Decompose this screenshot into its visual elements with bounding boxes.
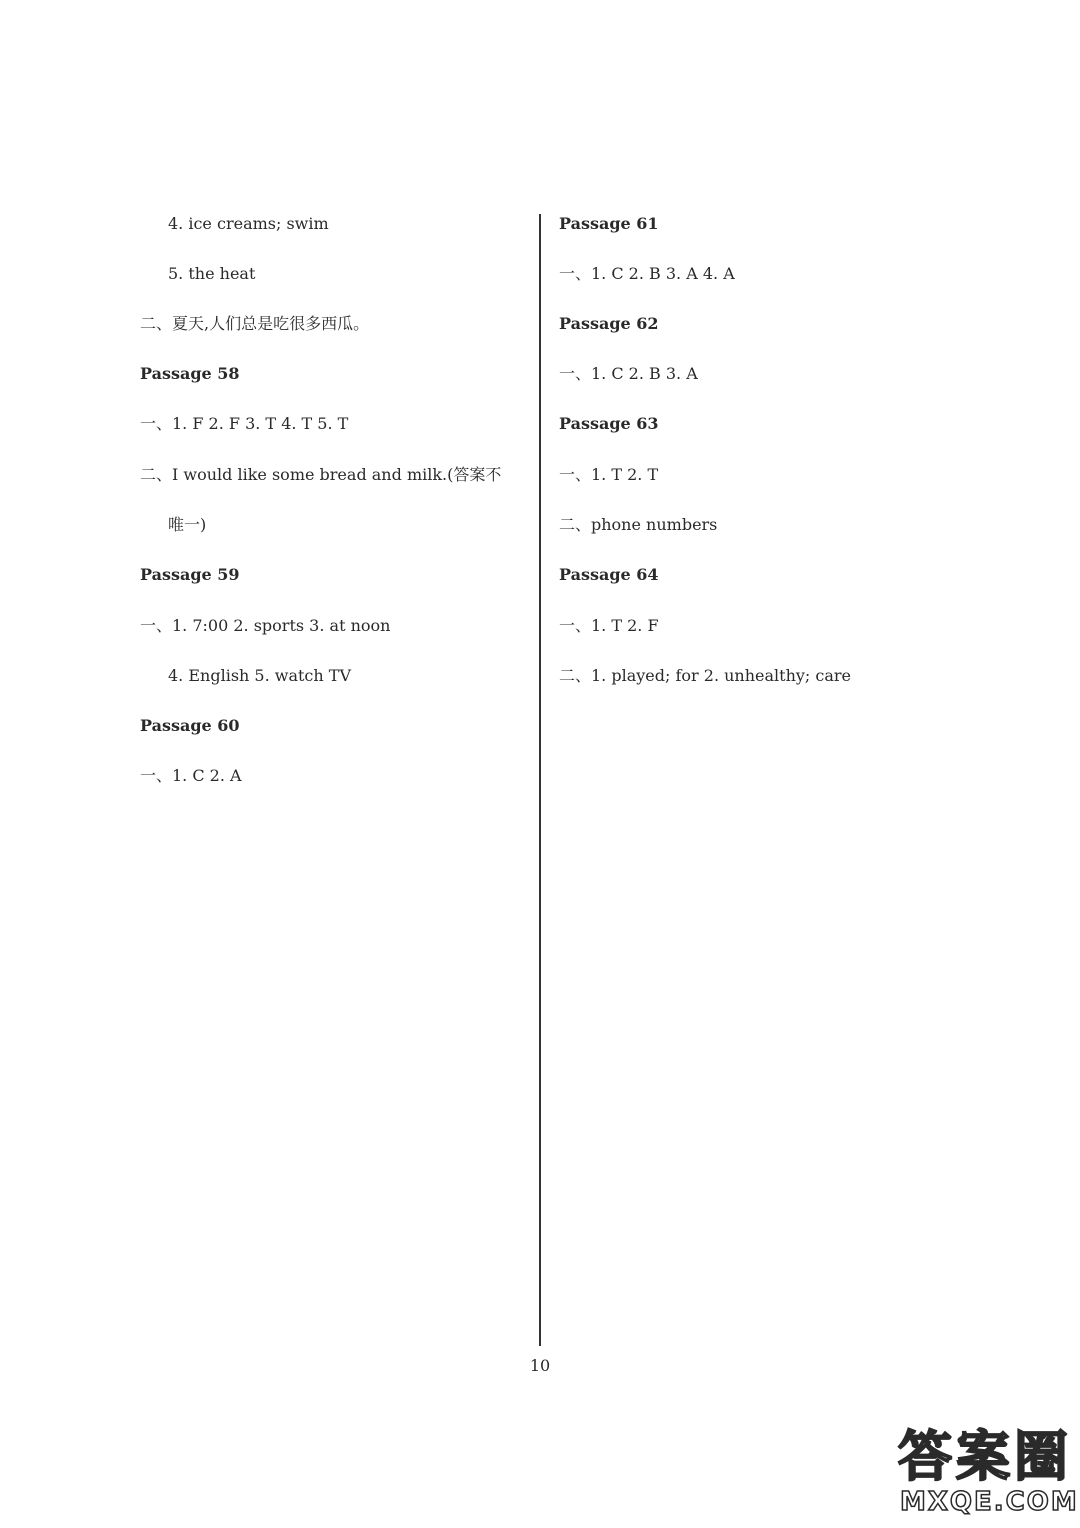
answer-line: 一、1. C 2. B 3. A 4. A <box>559 264 735 283</box>
watermark-bottom-text: MXQE.COM <box>900 1487 1079 1517</box>
answer-line: 4. ice creams; swim <box>168 214 329 233</box>
watermark-top-text: 答案圈 <box>898 1425 1072 1488</box>
answer-line: 4. English 5. watch TV <box>168 666 352 685</box>
answer-line: 唯一) <box>168 515 207 534</box>
column-divider <box>539 214 541 1346</box>
answer-line: 5. the heat <box>168 264 256 283</box>
answer-line: 二、phone numbers <box>559 515 718 534</box>
passage-heading: Passage 62 <box>559 314 659 333</box>
answer-line: 一、1. C 2. B 3. A <box>559 364 698 383</box>
passage-heading: Passage 63 <box>559 414 659 433</box>
passage-heading: Passage 58 <box>140 364 240 383</box>
passage-heading: Passage 60 <box>140 716 240 735</box>
passage-heading: Passage 59 <box>140 565 240 584</box>
answer-line: 一、1. 7:00 2. sports 3. at noon <box>140 616 391 635</box>
answer-line: 一、1. T 2. T <box>559 465 659 484</box>
answer-line: 二、1. played; for 2. unhealthy; care <box>559 666 852 685</box>
passage-heading: Passage 61 <box>559 214 659 233</box>
watermark-logo <box>892 1425 1079 1518</box>
answer-line: 二、夏天,人们总是吃很多西瓜。 <box>140 314 370 333</box>
page-number: 10 <box>529 1356 551 1375</box>
answer-line: 一、1. F 2. F 3. T 4. T 5. T <box>140 414 349 433</box>
answer-line: 一、1. T 2. F <box>559 616 659 635</box>
answer-line: 二、I would like some bread and milk.(答案不 <box>140 465 502 484</box>
answer-line: 一、1. C 2. A <box>140 766 242 785</box>
passage-heading: Passage 64 <box>559 565 659 584</box>
